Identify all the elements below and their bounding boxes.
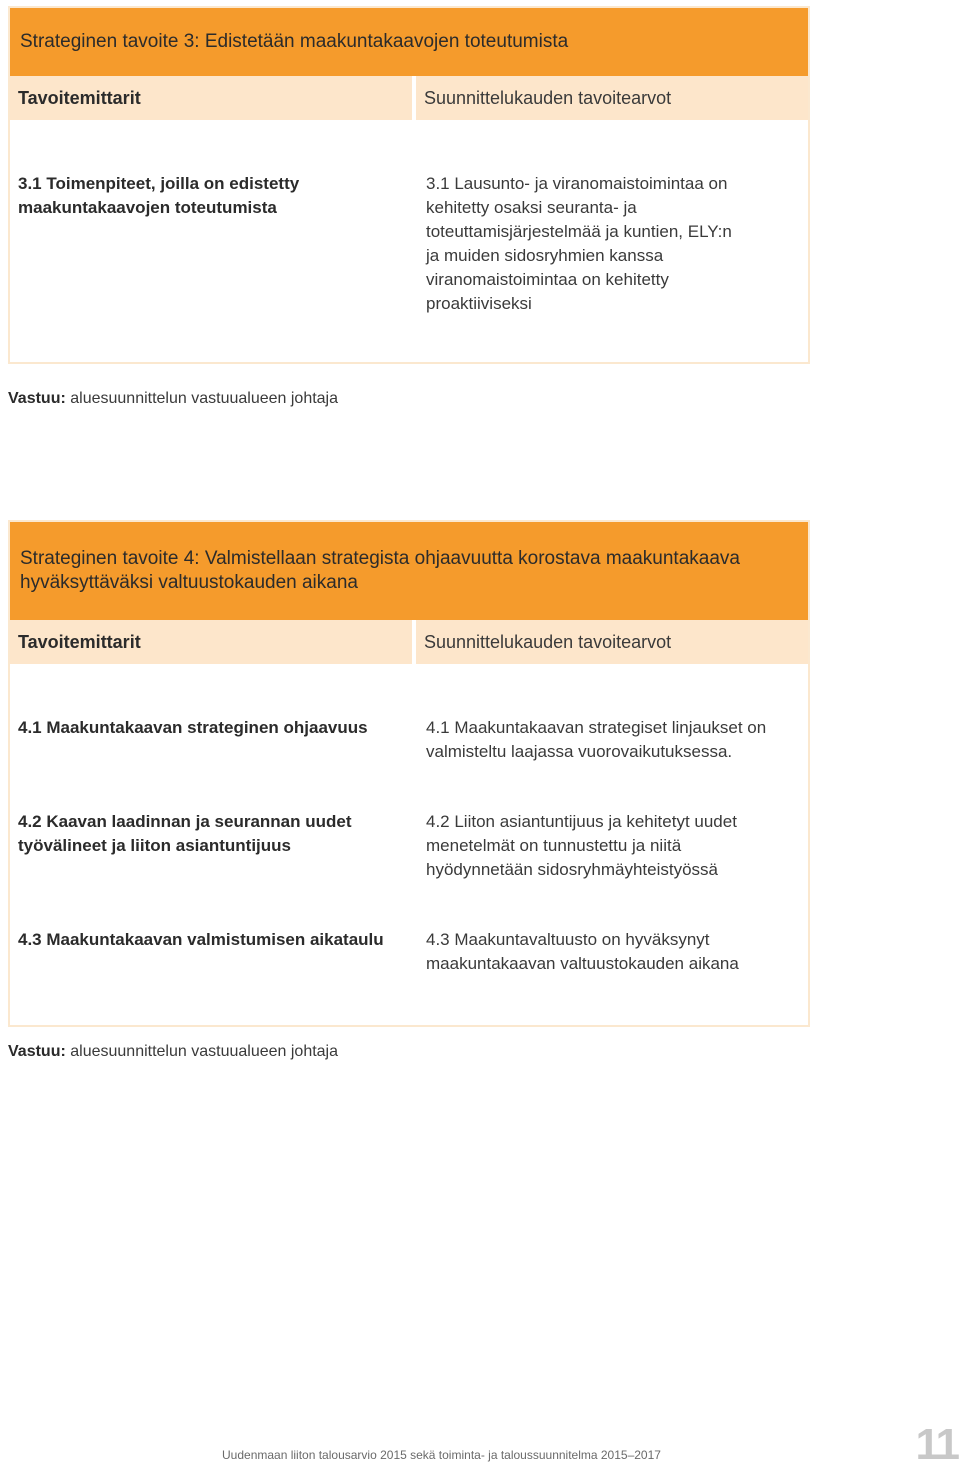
table-row	[10, 928, 808, 976]
measure-cell: 4.1 Maakuntakaavan strateginen ohjaavuus	[18, 718, 368, 737]
responsible-label: Vastuu:	[8, 390, 66, 407]
goal-3-column-headers	[10, 76, 808, 120]
goal-4-title: Strateginen tavoite 4: Valmistellaan strategista ohjaavuutta korostava maakuntakaava hyväksyttäväksi valtuustokauden aikana	[10, 522, 808, 620]
responsible-value: aluesuunnittelun vastuualueen johtaja	[65, 390, 339, 407]
goal-4-column-headers	[10, 620, 808, 664]
goal-3-responsible	[8, 390, 338, 408]
responsible-label: Vastuu:	[8, 1043, 66, 1060]
table-row	[10, 172, 808, 316]
target-cell: 4.1 Maakuntakaavan strategiset linjaukset on valmisteltu laajassa vuorovaikutuksessa.	[426, 718, 767, 761]
column-header-measures: Tavoitemittarit	[10, 620, 412, 664]
goal-4-table	[8, 520, 810, 1027]
column-header-measures: Tavoitemittarit	[10, 76, 412, 120]
page-footer: Uudenmaan liiton talousarvio 2015 sekä toiminta- ja taloussuunnitelma 2015–2017	[222, 1448, 661, 1462]
target-cell: 3.1 Lausunto- ja viranomaistoimintaa on kehitetty osaksi seuranta- ja toteuttamisjärjestelmää ja kuntien, ELY:n ja muiden sidosryhmien kanssa viranomaistoimintaa on kehitetty proaktiiviseksi	[426, 174, 732, 313]
goal-3-table	[8, 6, 810, 364]
responsible-value: aluesuunnittelun vastuualueen johtaja	[65, 1043, 339, 1060]
goal-4-responsible	[8, 1043, 338, 1061]
column-header-targets: Suunnittelukauden tavoitearvot	[416, 76, 808, 120]
target-cell: 4.2 Liiton asiantuntijuus ja kehitetyt uudet menetelmät on tunnustettu ja niitä hyödynnetään sidosryhmäyhteistyössä	[426, 812, 737, 879]
measure-cell: 4.2 Kaavan laadinnan ja seurannan uudet työvälineet ja liiton asiantuntijuus	[18, 812, 352, 855]
goal-3-title: Strateginen tavoite 3: Edistetään maakuntakaavojen toteutumista	[10, 8, 808, 76]
target-cell: 4.3 Maakuntavaltuusto on hyväksynyt maakuntakaavan valtuustokauden aikana	[426, 930, 739, 973]
page-number: 11	[915, 1420, 958, 1469]
measure-cell: 3.1 Toimenpiteet, joilla on edistetty maakuntakaavojen toteutumista	[18, 174, 300, 217]
column-header-targets: Suunnittelukauden tavoitearvot	[416, 620, 808, 664]
table-row	[10, 810, 808, 882]
measure-cell: 4.3 Maakuntakaavan valmistumisen aikataulu	[18, 930, 384, 949]
table-row	[10, 716, 808, 764]
